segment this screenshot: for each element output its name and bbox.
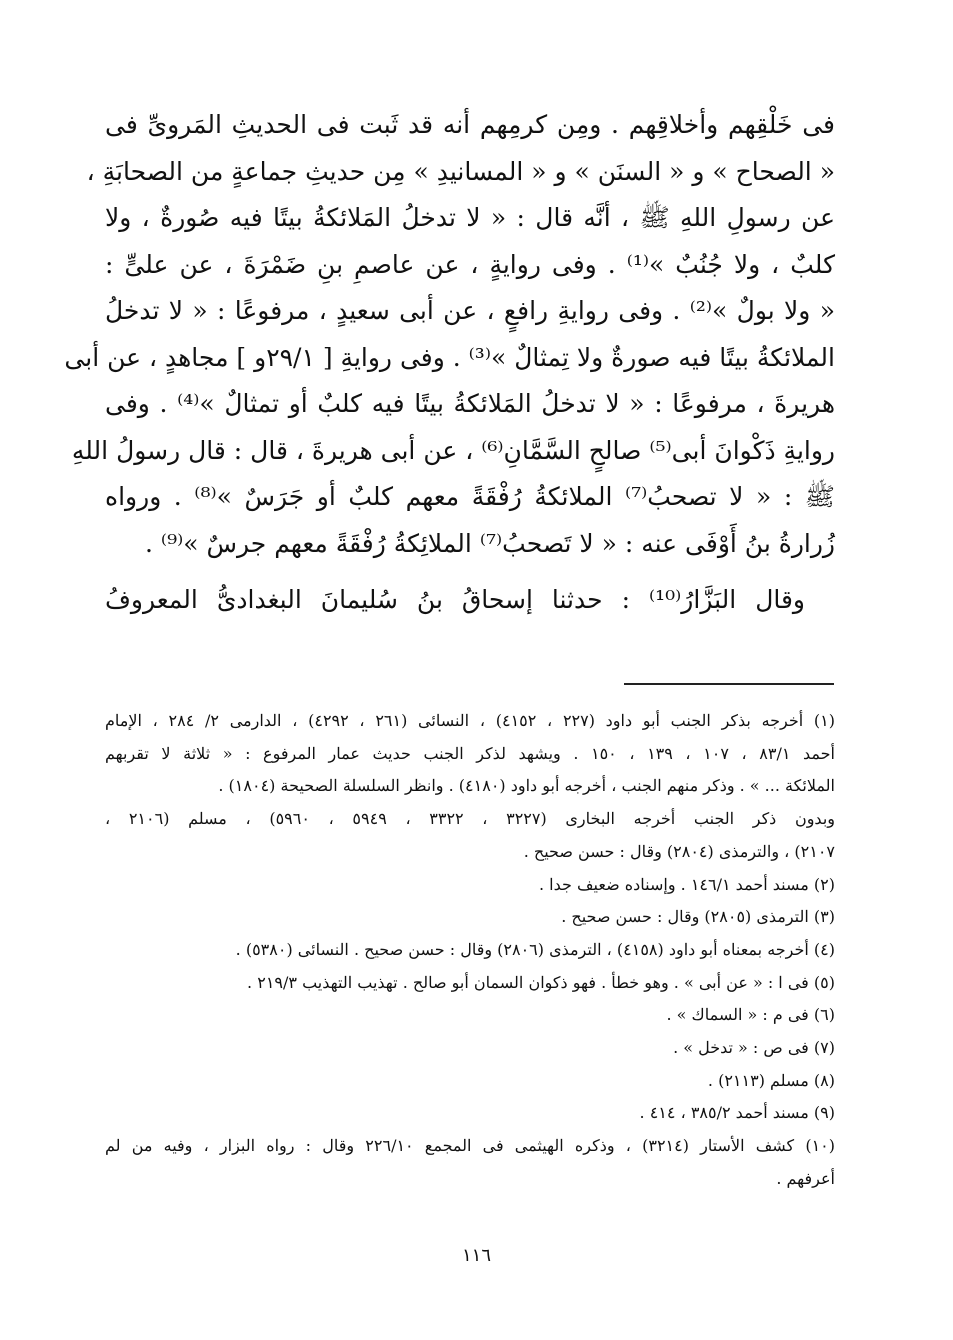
footnote-line: (٩) مسند أحمد ٣٨٥/٢ ، ٤١٤ .	[639, 1103, 835, 1123]
footnote-line: (١٠) كشف الأستار (٣٢١٤) ، وذكره الهيثمى فى المجمع ٢٢٦/١٠ وقال : رواه البزار ، وفيه من لم	[105, 1136, 836, 1156]
footnote-line: (٣) الترمذى (٢٨٠٥) وقال : حسن صحيح .	[561, 907, 835, 927]
body-line: فى خَلْقِهم وأخلاقِهم . ومِن كرمِهم أنه قد ثَبت فى الحديثِ المَروىِّ فى	[105, 110, 835, 139]
footnote-line: (٢) مسند أحمد ١٤٦/١ . وإسناده ضعيف جدا .	[539, 874, 835, 894]
footnote-line: (٥) فى ا : « عن أبى » . وهو خطأ . فهو ذكوان السمان أبو صالح . تهذيب التهذيب ٢١٩/٣ .	[247, 972, 835, 992]
footnote-line: الملائكة ... » . وذكر منهم الجنب ، أخرجه أبو داود (٤١٨٠) . وانظر السلسلة الصحيحة (١٨٠٤) .	[218, 776, 835, 796]
footnote-line: أعرفهم .	[776, 1168, 835, 1188]
footnote-line: (٨) مسلم (٢١١٣) .	[707, 1070, 835, 1090]
footnote-line: وبدون ذكر الجنب أخرجه البخارى (٣٢٢٧ ، ٣٣٢٢ ، ٥٩٤٩ ، ٥٩٦٠) ، مسلم (٢١٠٦ ،	[105, 809, 836, 829]
footnote-line: ٢١٠٧) ، والترمذى (٢٨٠٤) وقال : حسن صحيح .	[523, 841, 835, 861]
body-line: وقال البَزَّارُ⁽¹⁰⁾ : حدثنا إسحاقُ بنُ سُليمانَ البغدادىُّ المعروفُ	[105, 585, 805, 614]
body-line: هريرةَ ، مرفوعًا : « لا تدخلُ المَلائكةُ بيتًا فيه كلبٌ أو تمثالٌ »⁽⁴⁾ . وفى	[105, 389, 835, 418]
footnote-line: أحمد ٨٣/١ ، ١٠٧ ، ١٣٩ ، ١٥٠ . ويشهد لذكر الجنب حديث عمار المرفوع : « ثلاثة لا تقربهم	[105, 743, 835, 763]
footnote-line: (٧) فى ص : « تدخل » .	[673, 1038, 835, 1058]
main-text	[64, 102, 835, 624]
footnote-separator	[624, 683, 834, 685]
body-line: زُرارةُ بنُ أَوْفَى عنه : « لا تَصحبُ⁽⁷⁾ الملائِكةُ رُفْقَةً معهم جرسٌ »⁽⁹⁾ .	[145, 528, 835, 558]
body-line: كلبٌ ، ولا جُنُبٌ »⁽¹⁾ . وفى روايةٍ ، عن عاصمِ بنِ ضَمْرَةَ ، عن علىٍّ :	[105, 249, 835, 279]
body-line: روايةِ ذَكْوانَ أبى⁽⁵⁾ صالحٍ السَّمَّانِ⁽⁶⁾ ، عن أبى هريرةَ ، قال : قال رسولُ اللهِ	[71, 435, 835, 465]
body-line: ﷺ : « لا تصحبُ⁽⁷⁾ الملائكةُ رُفْقَةً معهم كلبٌ أو جَرَسٌ »⁽⁸⁾ . ورواه	[105, 482, 835, 511]
footnote-line: (١) أخرجه بذكر الجنب أبو داود (٢٢٧ ، ٤١٥٢) ، النسائى (٢٦١ ، ٤٢٩٢) ، الدارمى ٢/ ٢٨٤ ، الإمام	[105, 711, 836, 730]
footnote-line: (٤) أخرجه بمعناه أبو داود (٤١٥٨) ، الترمذى (٢٨٠٦) وقال : حسن صحيح . النسائى (٥٣٨٠) .	[235, 939, 835, 959]
body-line: عن رسولِ اللهِ ﷺ ، أنَّه قال : « لا تدخلُ المَلائكةُ بيتًا فيه صُورةٌ ، ولا	[105, 203, 835, 232]
footnotes	[105, 705, 835, 1196]
body-line: « الصحاح » و « السنَن » و « المسانيدِ » مِن حديثِ جماعةٍ من الصحابَةِ ،	[86, 156, 835, 186]
body-line: الملائكةُ بيتًا فيه صورةٌ ولا تِمثالٌ »⁽³⁾ . وفى روايةِ [ ٢٩/١و ] مجاهدٍ ، عن أبى	[64, 342, 835, 372]
page-number: ١١٦	[461, 1245, 491, 1266]
footnote-line: (٦) فى م : « السماك » .	[666, 1005, 835, 1025]
body-line: « ولا بولٌ »⁽²⁾ . وفى روايةِ رافعٍ ، عن أبى سعيدٍ ، مرفوعًا : « لا تدخلُ	[105, 296, 835, 325]
